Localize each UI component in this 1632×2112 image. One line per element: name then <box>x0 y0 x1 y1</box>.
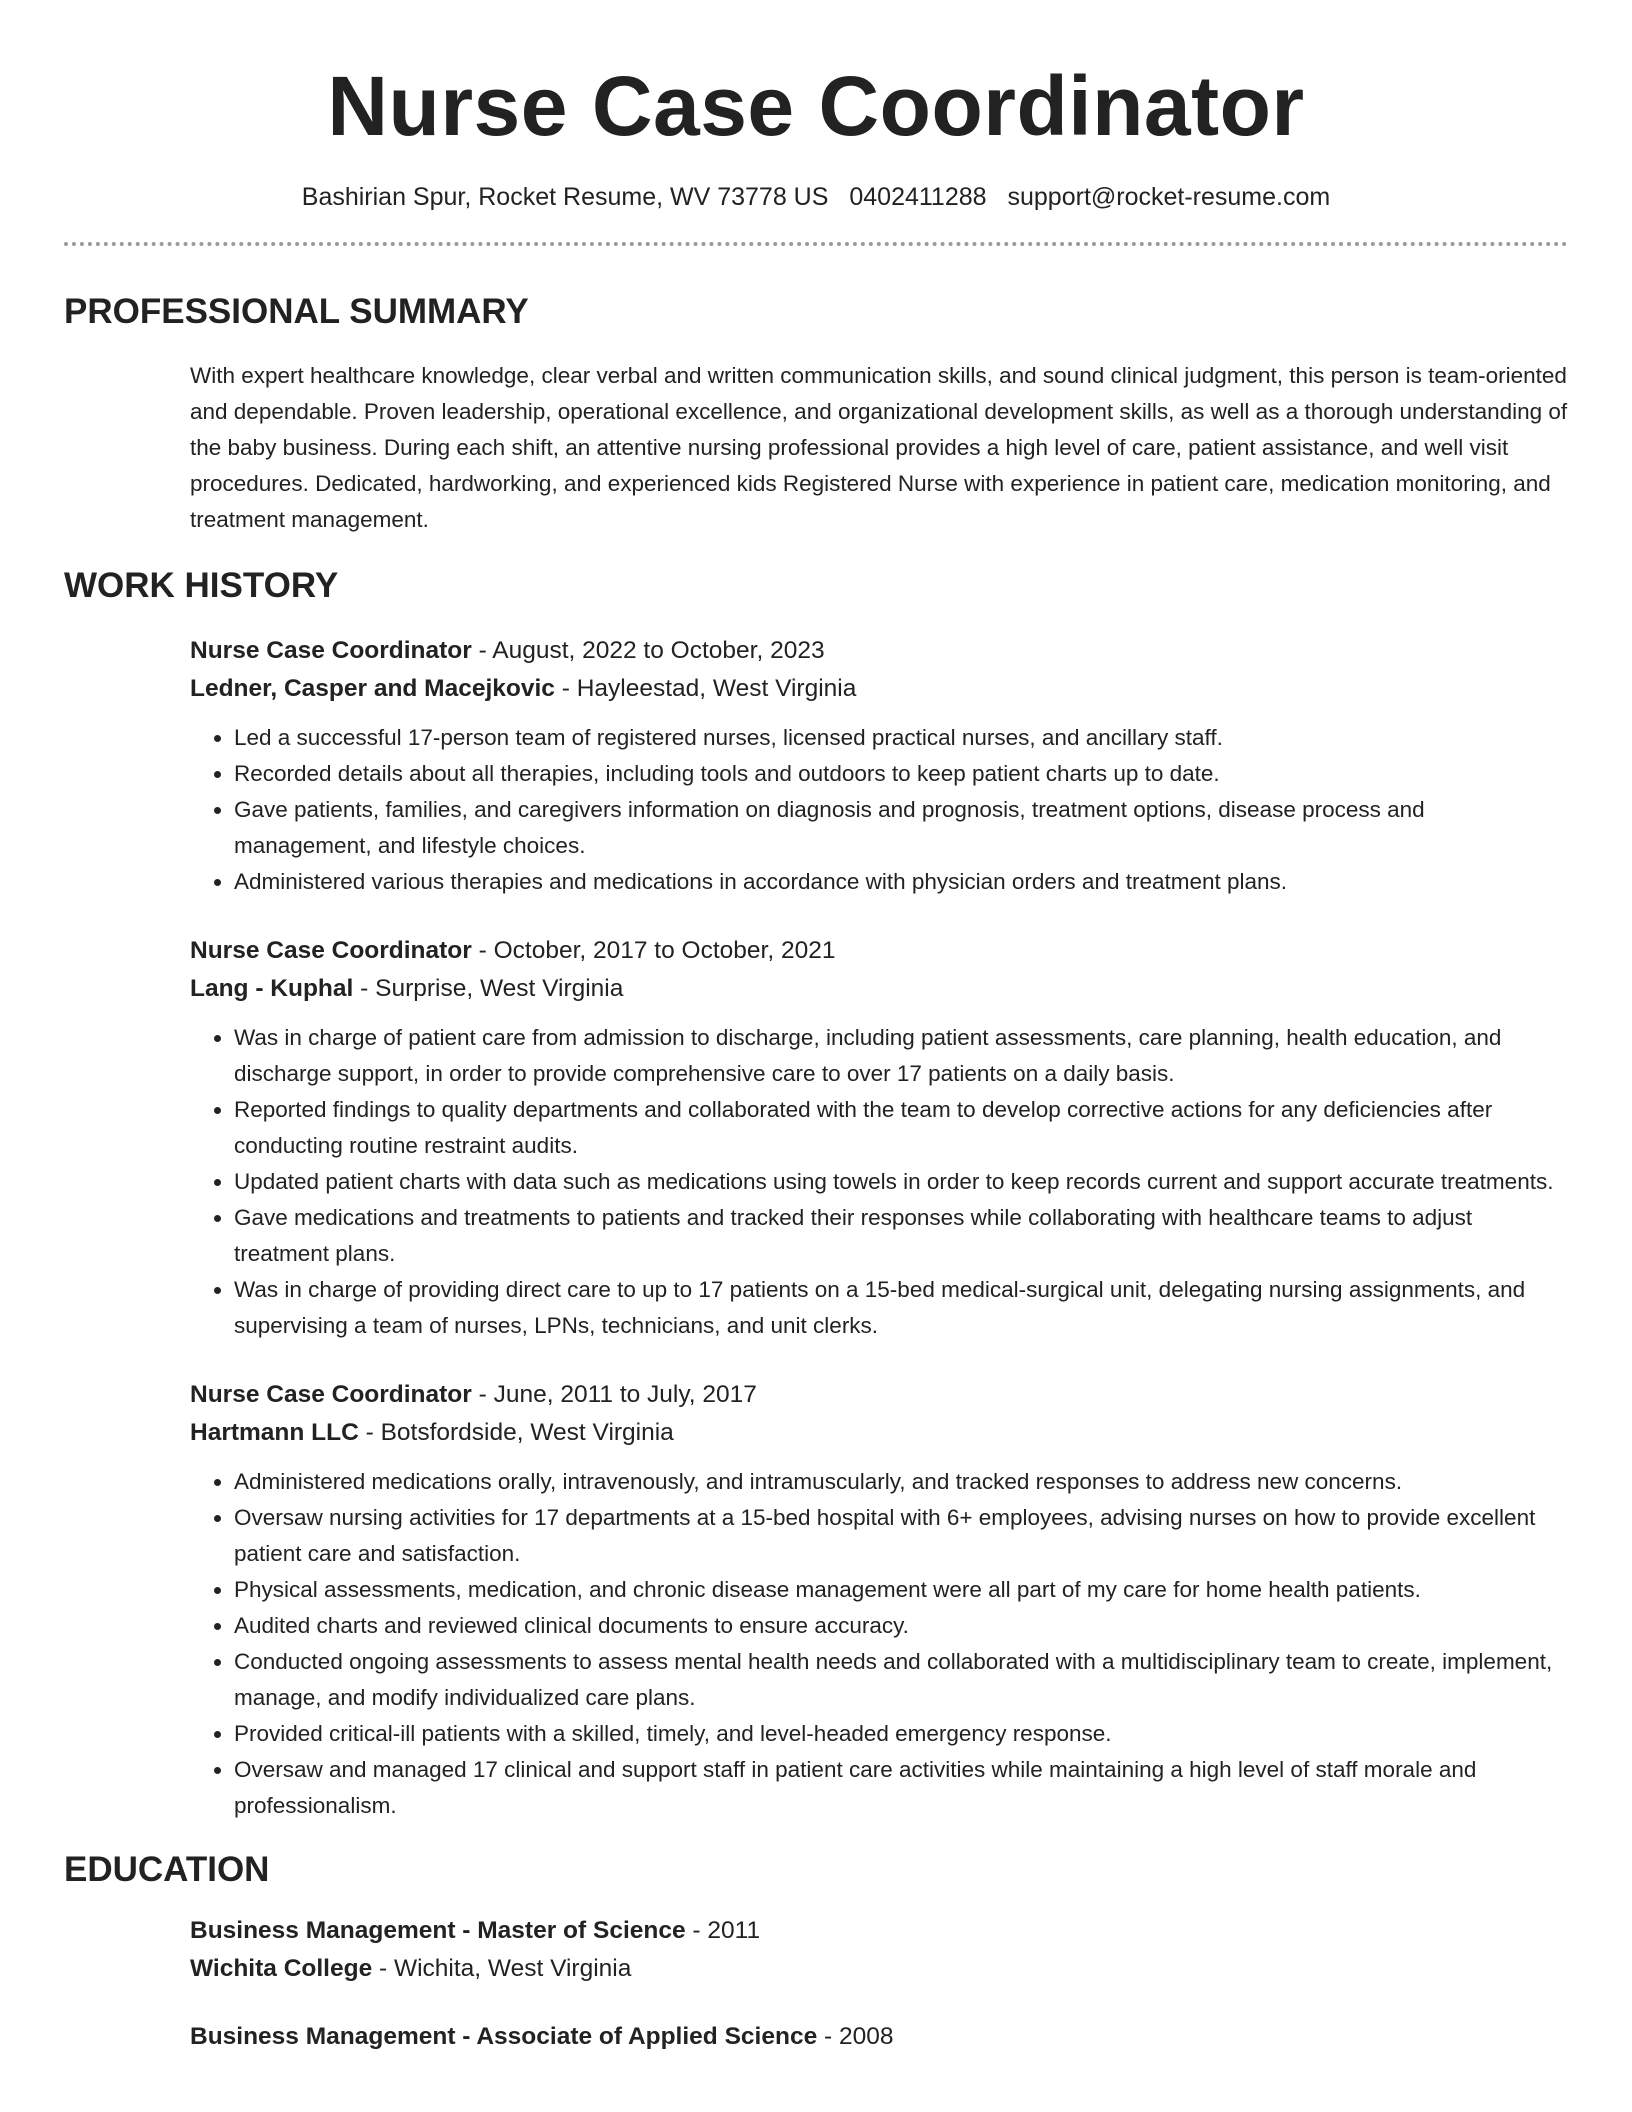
job-role: Nurse Case Coordinator <box>190 1381 472 1408</box>
edu-degree: Business Management - Master of Science <box>190 1917 686 1944</box>
job-bullets <box>190 720 1568 900</box>
job-role: Nurse Case Coordinator <box>190 637 472 664</box>
job-dates: - October, 2017 to October, 2021 <box>471 937 836 964</box>
job-role: Nurse Case Coordinator <box>190 937 472 964</box>
summary-text: With expert healthcare knowledge, clear verbal and written communication skills, and sound clinical judgment, this person is team-oriented and dependable. Proven leadership, operational excellence, and organizational development skills, as well as a thorough understanding of the baby business. During each shift, an attentive nursing professional provides a high level of care, patient assistance, and well visit procedures. Dedicated, hardworking, and experienced kids Registered Nurse with experience in patient care, medication monitoring, and treatment management. <box>190 363 1568 532</box>
bullet-item: • Led a successful 17-person team of registered nurses, licensed practical nurses, and ancillary staff. <box>234 720 1568 756</box>
job-title-line <box>190 1376 1568 1414</box>
job-entry-3 <box>190 1376 1568 1824</box>
job-title-line <box>190 932 1568 970</box>
contact-line <box>64 180 1568 214</box>
job-bullets <box>190 1464 1568 1824</box>
work-history-heading: WORK HISTORY <box>64 566 339 605</box>
job-company: Hartmann LLC <box>190 1419 359 1446</box>
job-dates: - June, 2011 to July, 2017 <box>471 1381 757 1408</box>
education-list <box>190 1912 1568 2056</box>
job-company-line <box>190 670 1568 708</box>
job-location: - Hayleestad, West Virginia <box>554 675 857 702</box>
edu-year: - 2008 <box>817 2023 894 2050</box>
job-entry-2 <box>190 932 1568 1344</box>
job-bullets <box>190 1020 1568 1344</box>
job-location: - Botsfordside, West Virginia <box>358 1419 674 1446</box>
bullet-item: • Gave medications and treatments to patients and tracked their responses while collaborating with healthcare teams to adjust treatment plans. <box>234 1200 1568 1272</box>
bullet-item: • Oversaw and managed 17 clinical and support staff in patient care activities while maintaining a high level of staff morale and professionalism. <box>234 1752 1568 1824</box>
contact-address: Bashirian Spur, Rocket Resume, WV 73778 US <box>301 183 829 211</box>
bullet-item: • Recorded details about all therapies, including tools and outdoors to keep patient charts up to date. <box>234 756 1568 792</box>
work-history-list <box>190 632 1568 1824</box>
job-company-line <box>190 970 1568 1008</box>
education-entry-1 <box>190 1912 1568 1988</box>
job-location: - Surprise, West Virginia <box>353 975 624 1002</box>
edu-degree: Business Management - Associate of Applied Science <box>190 2023 818 2050</box>
job-entry-1 <box>190 632 1568 900</box>
bullet-item: • Physical assessments, medication, and chronic disease management were all part of my care for home health patients. <box>234 1572 1568 1608</box>
job-company: Lang - Kuphal <box>190 975 354 1002</box>
summary-heading: PROFESSIONAL SUMMARY <box>64 292 529 331</box>
edu-year: - 2011 <box>685 1917 761 1944</box>
job-title-line <box>190 632 1568 670</box>
bullet-item: • Administered medications orally, intravenously, and intramuscularly, and tracked responses to address new concerns. <box>234 1464 1568 1500</box>
contact-phone: 0402411288 <box>849 183 987 211</box>
bullet-item: • Was in charge of providing direct care to up to 17 patients on a 15-bed medical-surgical unit, delegating nursing assignments, and supervising a team of nurses, LPNs, technicians, and unit clerks. <box>234 1272 1568 1344</box>
job-company: Ledner, Casper and Macejkovic <box>190 675 555 702</box>
resume-page <box>64 0 1568 2056</box>
edu-school: Wichita College <box>190 1955 373 1982</box>
bullet-item: • Administered various therapies and medications in accordance with physician orders and treatment plans. <box>234 864 1568 900</box>
bullet-item: • Provided critical-ill patients with a skilled, timely, and level-headed emergency response. <box>234 1716 1568 1752</box>
header-divider <box>64 242 1568 246</box>
job-dates: - August, 2022 to October, 2023 <box>471 637 825 664</box>
contact-email: support@rocket-resume.com <box>1007 183 1331 211</box>
edu-degree-line <box>190 1912 1568 1950</box>
bullet-item: • Was in charge of patient care from admission to discharge, including patient assessments, care planning, health education, and discharge support, in order to provide comprehensive care to over 17 patients on a daily basis. <box>234 1020 1568 1092</box>
edu-degree-line <box>190 2018 1568 2056</box>
education-heading: EDUCATION <box>64 1850 270 1889</box>
bullet-item: • Conducted ongoing assessments to assess mental health needs and collaborated with a multidisciplinary team to create, implement, manage, and modify individualized care plans. <box>234 1644 1568 1716</box>
edu-school-line <box>190 1950 1568 1988</box>
bullet-item: • Oversaw nursing activities for 17 departments at a 15-bed hospital with 6+ employees, advising nurses on how to provide excellent patient care and satisfaction. <box>234 1500 1568 1572</box>
education-entry-2 <box>190 2018 1568 2056</box>
bullet-item: • Reported findings to quality departments and collaborated with the team to develop corrective actions for any deficiencies after conducting routine restraint audits. <box>234 1092 1568 1164</box>
edu-location: - Wichita, West Virginia <box>372 1955 632 1982</box>
bullet-item: • Gave patients, families, and caregivers information on diagnosis and prognosis, treatment options, disease process and management, and lifestyle choices. <box>234 792 1568 864</box>
job-company-line <box>190 1414 1568 1452</box>
resume-name: Nurse Case Coordinator <box>327 59 1305 153</box>
bullet-item: • Audited charts and reviewed clinical documents to ensure accuracy. <box>234 1608 1568 1644</box>
bullet-item: • Updated patient charts with data such as medications using towels in order to keep records current and support accurate treatments. <box>234 1164 1568 1200</box>
